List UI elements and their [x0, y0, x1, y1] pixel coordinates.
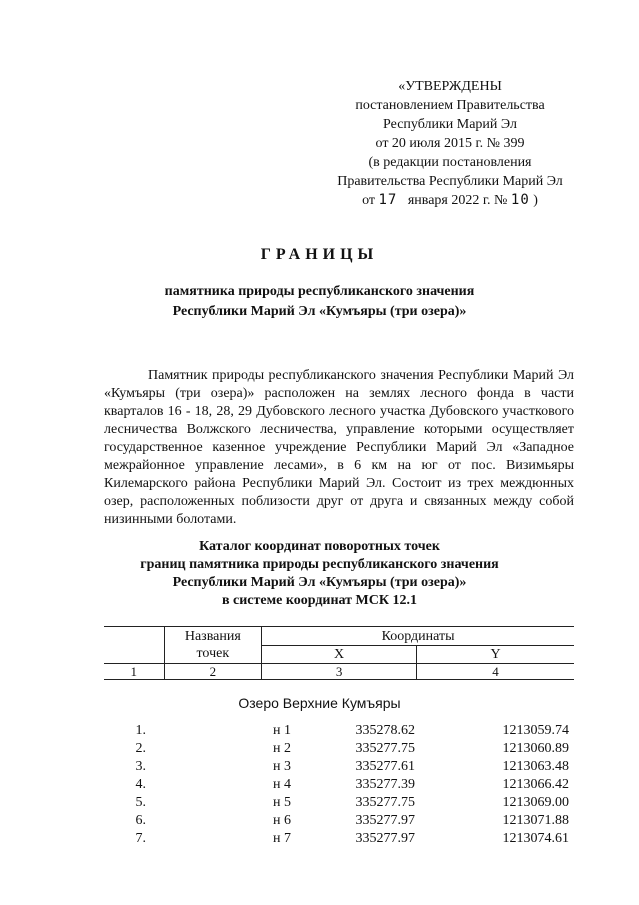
coord-y: 1213063.48: [502, 759, 569, 774]
table-row: [104, 812, 574, 830]
lake-section-title: Озеро Верхние Кумъяры: [238, 695, 401, 711]
subtitle-line-2: Республики Марий Эл «Кумъяры (три озера)»: [172, 304, 467, 319]
table-row: [104, 758, 574, 776]
point-name: н 7: [273, 831, 291, 846]
coord-x: 335277.75: [355, 795, 415, 810]
row-number: 6.: [135, 813, 146, 828]
approval-line-6: Правительства Республики Марий Эл: [337, 174, 563, 189]
approval-date-prefix: от: [362, 193, 375, 208]
approval-line-3: Республики Марий Эл: [383, 117, 517, 132]
coord-x: 335277.97: [355, 831, 415, 846]
table-row: [104, 776, 574, 794]
catalog-heading: [0, 538, 639, 610]
header-point-names-line-2: точек: [196, 646, 230, 661]
coordinates-table-header: [104, 626, 574, 680]
approval-date-mid: января 2022 г. №: [407, 193, 508, 208]
approval-line-7: [318, 191, 582, 210]
description-paragraph: Памятник природы республиканского значения Республики Марий Эл «Кумъяры (три озера)» расположен на землях лесного фонда в части кварталов 16 - 18, 28, 29 Дубовского лесного участка Дубовского участкового лесничества Волжского лесничества, управление которыми осуществляет государственное казенное учреждение Республики Марий Эл «Западное межрайонное управление лесами», в 6 км на юг от пос. Визимьяры Килемарского района Республики Марий Эл. Состоит из трех междюнных озер, расположенных поблизости друг от друга и связанных между собой низинными болотами.: [104, 368, 574, 527]
document-subtitle: [0, 282, 639, 322]
column-number-3: 3: [262, 664, 417, 680]
coord-y: 1213059.74: [502, 723, 569, 738]
coord-x: 335277.75: [355, 741, 415, 756]
catalog-line-3: Республики Марий Эл «Кумъяры (три озера)»: [172, 575, 467, 590]
coordinates-list: [104, 722, 574, 848]
coord-y: 1213071.88: [502, 813, 569, 828]
table-row: [104, 794, 574, 812]
row-number: 7.: [135, 831, 146, 846]
table-row: [104, 722, 574, 740]
point-name: н 2: [273, 741, 291, 756]
header-y: Y: [417, 646, 574, 664]
row-number: 4.: [135, 777, 146, 792]
coord-y: 1213074.61: [502, 831, 569, 846]
header-x: X: [262, 646, 417, 664]
point-name: н 3: [273, 759, 291, 774]
header-coordinates: Координаты: [262, 627, 574, 646]
coord-x: 335277.39: [355, 777, 415, 792]
point-name: н 4: [273, 777, 291, 792]
column-number-2: 2: [164, 664, 262, 680]
row-number: 1.: [135, 723, 146, 738]
approval-line-1: «УТВЕРЖДЕНЫ: [398, 79, 502, 94]
document-title: ГРАНИЦЫ: [260, 246, 379, 263]
coord-x: 335277.61: [355, 759, 415, 774]
row-number: 3.: [135, 759, 146, 774]
point-name: н 5: [273, 795, 291, 810]
approval-day: 17: [378, 192, 398, 208]
approval-line-4: от 20 июля 2015 г. № 399: [375, 136, 525, 151]
approval-number: 10: [510, 192, 530, 208]
point-name: н 6: [273, 813, 291, 828]
coord-y: 1213069.00: [502, 795, 569, 810]
catalog-line-1: Каталог координат поворотных точек: [199, 539, 440, 554]
header-empty-cell: [104, 627, 164, 664]
catalog-line-4: в системе координат МСК 12.1: [221, 593, 418, 608]
column-number-1: 1: [104, 664, 164, 680]
column-number-4: 4: [417, 664, 574, 680]
coord-y: 1213060.89: [502, 741, 569, 756]
coord-x: 335278.62: [355, 723, 415, 738]
row-number: 5.: [135, 795, 146, 810]
approval-line-5: (в редакции постановления: [368, 155, 532, 170]
header-point-names-line-1: Названия: [184, 629, 241, 644]
coord-x: 335277.97: [355, 813, 415, 828]
point-name: н 1: [273, 723, 291, 738]
table-row: [104, 740, 574, 758]
row-number: 2.: [135, 741, 146, 756]
catalog-line-2: границ памятника природы республиканского значения: [140, 557, 499, 572]
coord-y: 1213066.42: [502, 777, 569, 792]
approval-block: [318, 77, 582, 210]
subtitle-line-1: памятника природы республиканского значения: [164, 284, 475, 299]
table-row: [104, 830, 574, 848]
approval-date-suffix: ): [533, 193, 538, 208]
header-point-names: [164, 627, 262, 664]
approval-line-2: постановлением Правительства: [355, 98, 545, 113]
